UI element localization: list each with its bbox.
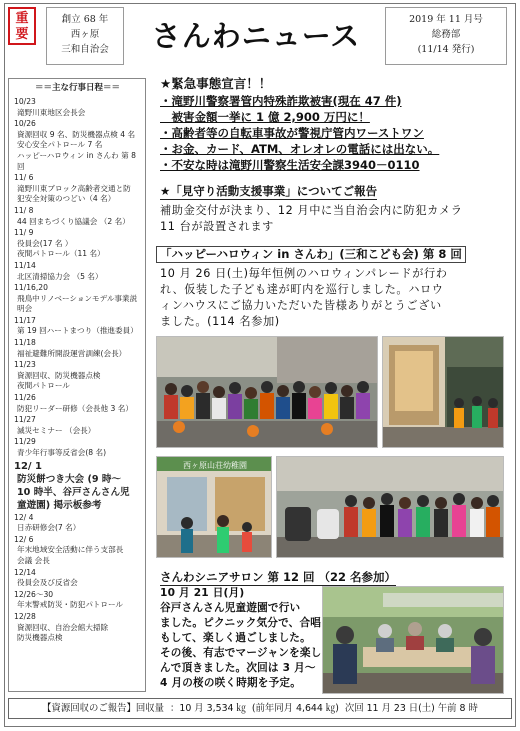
schedule-item: 北区清掃協力会 （5 名） [17, 271, 103, 281]
senior-line-1: 10 月 21 日(月) [160, 587, 245, 599]
newsletter-title: さんわニュース [151, 19, 361, 53]
emergency-line-3: ・高齢者等の自転車事故が警視庁管内ワーストワン [160, 126, 424, 140]
halloween-house-illustration [383, 337, 504, 448]
stamp-char-1: 重 [15, 11, 29, 26]
schedule-date: 12/26～30 [14, 589, 54, 599]
association-name: 三和自治会 [61, 44, 109, 55]
header-issue-box [385, 7, 507, 65]
schedule-title: ＝＝主な行事日程＝＝ [34, 83, 120, 93]
schedule-item: 夜間パトロール（11 名） [17, 249, 105, 259]
schedule-item: 童遊園) 掲示板参考 [17, 499, 102, 511]
schedule-date: 12/ 1 [14, 460, 43, 472]
mimamori-line-1: 補助金交付が決まり、12 月中に当自治会内に防犯カメラ [160, 204, 463, 217]
schedule-item: 防災機器点検 [17, 633, 63, 643]
emergency-line-4: ・お金、カード、ATM、オレオレの電話には出ない。 [160, 142, 440, 156]
schedule-item: 役員会(17 名 ） [17, 238, 73, 248]
schedule-date: 12/28 [14, 611, 36, 621]
schedule-item: 日赤研修会(7 名） [17, 523, 81, 533]
district-name: 西ヶ原 [70, 29, 100, 40]
schedule-item: 10 時半、谷戸さんさん児 [17, 486, 130, 498]
schedule-date: 11/27 [14, 415, 36, 425]
schedule-item: 滝野川東ブロック高齢者交通と防 [17, 183, 131, 193]
schedule-date: 11/17 [14, 315, 36, 325]
senior-salon-photo [322, 586, 504, 694]
important-stamp [8, 7, 36, 45]
schedule-item: 安心安全パトロール 7 名 [17, 140, 103, 150]
senior-line-4: もして、楽しく過ごしました。 [160, 632, 311, 644]
mimamori-title: ★「見守り活動支援事業」についてご報告 [160, 184, 378, 198]
issue-date: (11/14 発行) [417, 44, 475, 55]
emergency-title: ★緊急事態宣言！！ [160, 76, 272, 91]
schedule-sidebar [8, 78, 146, 692]
schedule-date: 11/ 9 [14, 228, 34, 238]
schedule-item: 滝野川東地区会長会 [17, 107, 86, 117]
schedule-item: 資源回収 9 名、防災機器点検 4 名 [17, 129, 136, 139]
footer-prev-year: (前年同月 4,644 ㎏) [251, 703, 339, 714]
halloween-line-2: れ、仮装した子ども達が町内を巡行しました。ハロウ [160, 283, 444, 296]
halloween-line-1: 10 月 26 日(土)毎年恒例のハロウィンパレードが行わ [160, 267, 448, 280]
schedule-item: 防犯リーダー研修（会長他 3 名） [17, 403, 133, 413]
schedule-item: 夜間パトロール [17, 381, 70, 391]
halloween-line-3: ィンハウスにご協力いただいた皆様ありがとうござい [160, 299, 442, 312]
schedule-date: 11/14 [14, 260, 36, 270]
schedule-item: ハッピーハロウィン in さんわ 第 8 回 [17, 150, 136, 171]
issuing-dept: 総務部 [431, 29, 461, 40]
schedule-item: 年末地域安全活動に伴う支部長 [17, 545, 124, 555]
footer-label: 【資源回収のご報告】回収量 [42, 703, 165, 714]
halloween-group-illustration [157, 337, 378, 448]
schedule-item: 第 19 回ハートまつり（推進委員） [17, 326, 138, 336]
schedule-date: 11/29 [14, 437, 36, 447]
schedule-item: 資源回収、自治会館大掃除 [17, 622, 109, 632]
footer-next-collection: 次回 11 月 23 日(土) 午前 8 時 [344, 703, 478, 714]
emergency-line-2: 被害金額一挙に 1 億 2,900 万円に！ [160, 110, 370, 124]
schedule-date: 10/26 [14, 119, 36, 129]
schedule-item: 滅災セミナー （会長） [17, 425, 96, 435]
halloween-house-photo [382, 336, 504, 448]
schedule-item: 年末警戒防災・防犯パトロール [17, 600, 124, 610]
emergency-line-5: ・不安な時は滝野川警察生活安全課3940－0110 [160, 158, 420, 172]
kindergarten-sign: 西ヶ原山荘幼稚園 [183, 461, 247, 470]
emergency-line-1: ・滝野川警察署管内特殊詐欺被害(現在 47 件) [160, 94, 402, 108]
schedule-date: 11/26 [14, 393, 36, 403]
founded-years: 創立 68 年 [61, 14, 109, 25]
schedule-date: 11/16,20 [14, 283, 48, 293]
senior-salon-illustration [323, 587, 504, 694]
schedule-date: 11/18 [14, 338, 36, 348]
schedule-date: 12/ 6 [14, 534, 34, 544]
senior-line-3: ました。ピクニック気分で、合唱 [160, 617, 322, 629]
schedule-item: 防災餅つき大会 (9 時～ [17, 473, 122, 485]
schedule-item: 飛鳥中リノベーションモデル事業説明会 [17, 293, 138, 314]
stamp-char-2: 要 [15, 27, 29, 42]
schedule-item: 会議 会長 [17, 555, 50, 565]
halloween-line-4: ました。(114 名参加) [160, 315, 280, 328]
schedule-item: 役員会及び反省会 [17, 578, 78, 588]
mimamori-line-2: 11 台が設置されます [160, 220, 274, 233]
parade-group-illustration [277, 457, 504, 558]
halloween-title: 「ハッピーハロウィン in さんわ」(三和こども会) 第 8 回 [156, 246, 466, 263]
senior-salon-title: さんわシニアサロン 第 12 回 （22 名参加） [160, 570, 397, 584]
schedule-item: 福祉避難所開設運営訓練(会長） [17, 348, 127, 358]
footer-amount: ：10 月 3,534 ㎏ [170, 703, 246, 714]
schedule-item: 青少年行事等反省会(8 名) [17, 448, 107, 457]
senior-line-6: んで頂きました。次回は 3 月～ [160, 662, 316, 674]
schedule-date: 11/23 [14, 360, 36, 370]
schedule-date: 12/ 4 [14, 512, 34, 522]
kindergarten-photo [156, 456, 272, 558]
issue-month: 2019 年 11 月号 [409, 14, 483, 25]
halloween-group-photo [156, 336, 378, 448]
schedule-date: 11/ 8 [14, 205, 34, 215]
parade-group-photo [276, 456, 504, 558]
senior-line-7: 4 月の桜の咲く時期を予定。 [160, 677, 301, 689]
schedule-date: 10/23 [14, 97, 36, 106]
schedule-list [14, 97, 141, 644]
header-org-box [46, 7, 124, 65]
senior-line-2: 谷戸さんさん児童遊園で行い [160, 602, 301, 614]
schedule-item: 44 回まちづくり協議会 （2 名） [17, 216, 130, 226]
recycling-report-footer [8, 698, 512, 719]
schedule-date: 11/ 6 [14, 173, 34, 183]
schedule-date: 12/14 [14, 567, 36, 577]
schedule-item: 犯安全対策のつどい（4 名） [17, 194, 116, 204]
senior-line-5: その後、有志でマージャンを楽し [160, 647, 322, 659]
schedule-item: 資源回収、防災機器点検 [17, 370, 101, 380]
kindergarten-illustration [157, 457, 272, 558]
